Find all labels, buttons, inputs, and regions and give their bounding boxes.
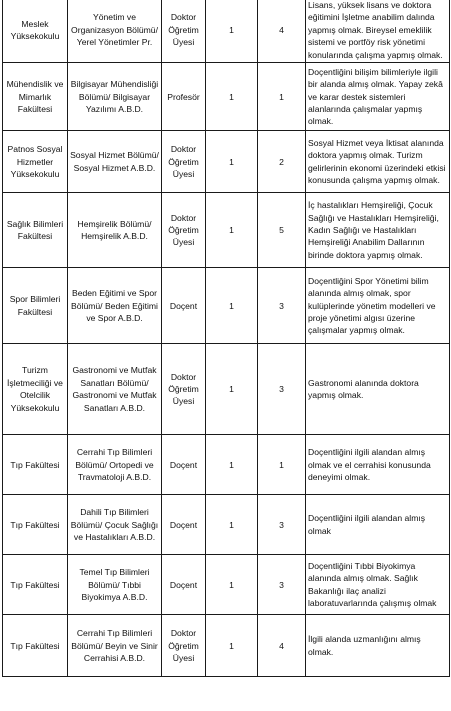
department-cell: Temel Tıp Bilimleri Bölümü/ Tıbbi Biyokimya A.B.D. — [68, 555, 162, 615]
unit-cell: Spor Bilimleri Fakültesi — [3, 268, 68, 344]
count-cell: 1 — [206, 495, 258, 555]
count-cell: 1 — [206, 0, 258, 63]
unit-cell: Turizm İşletmeciliği ve Otelcilik Yüksekokulu — [3, 344, 68, 435]
department-cell: Beden Eğitimi ve Spor Bölümü/ Beden Eğitimi ve Spor A.B.D. — [68, 268, 162, 344]
title-cell: Doçent — [162, 268, 206, 344]
unit-cell: Mühendislik ve Mimarlık Fakültesi — [3, 63, 68, 131]
title-cell: Doktor Öğretim Üyesi — [162, 193, 206, 268]
department-cell: Cerrahi Tıp Bilimleri Bölümü/ Ortopedi ve Travmatoloji A.B.D. — [68, 435, 162, 495]
department-cell: Sosyal Hizmet Bölümü/ Sosyal Hizmet A.B.D. — [68, 131, 162, 193]
unit-cell: Tıp Fakültesi — [3, 615, 68, 677]
count-cell: 3 — [258, 344, 306, 435]
unit-cell: Patnos Sosyal Hizmetler Yüksekokulu — [3, 131, 68, 193]
table-row — [3, 0, 450, 63]
count-cell: 1 — [258, 435, 306, 495]
count-cell: 1 — [258, 63, 306, 131]
count-cell: 4 — [258, 0, 306, 63]
department-cell: Yönetim ve Organizasyon Bölümü/ Yerel Yönetimler Pr. — [68, 0, 162, 63]
table-row — [3, 344, 450, 435]
count-cell: 1 — [206, 193, 258, 268]
unit-cell: Tıp Fakültesi — [3, 435, 68, 495]
conditions-cell: Sosyal Hizmet veya İktisat alanında doktora yapmış olmak. Turizm gelirlerinin ekonomi üzerindeki etkisi konusunda çalışma yapmış olmak. — [306, 131, 450, 193]
count-cell: 1 — [206, 555, 258, 615]
title-cell: Doçent — [162, 495, 206, 555]
table-row — [3, 63, 450, 131]
count-cell: 5 — [258, 193, 306, 268]
title-cell: Doktor Öğretim Üyesi — [162, 131, 206, 193]
title-cell: Profesör — [162, 63, 206, 131]
unit-cell: Tıp Fakültesi — [3, 555, 68, 615]
unit-cell: Meslek Yüksekokulu — [3, 0, 68, 63]
conditions-cell: İç hastalıkları Hemşireliği, Çocuk Sağlığı ve Hastalıkları Hemşireliği, Kadın Sağlığı ve Hastalıkları Hemşireliği Anabilim Dallarının birinde doktora yapmış olmak. — [306, 193, 450, 268]
table-row — [3, 131, 450, 193]
title-cell: Doçent — [162, 435, 206, 495]
conditions-cell: Doçentliğini ilgili alandan almış olmak — [306, 495, 450, 555]
table-row — [3, 268, 450, 344]
count-cell: 4 — [258, 615, 306, 677]
table-row — [3, 555, 450, 615]
table-row — [3, 193, 450, 268]
count-cell: 1 — [206, 131, 258, 193]
count-cell: 1 — [206, 435, 258, 495]
count-cell: 2 — [258, 131, 306, 193]
count-cell: 1 — [206, 344, 258, 435]
count-cell: 3 — [258, 495, 306, 555]
count-cell: 3 — [258, 268, 306, 344]
conditions-cell: Doçentliğini bilişim bilimleriyle ilgili bir alanda almış olmak. Yapay zekâ ve karar destek sistemleri alanlarında çalışmalar yapmış olmak. — [306, 63, 450, 131]
table-row — [3, 495, 450, 555]
conditions-cell: Doçentliğini ilgili alandan almış olmak ve el cerrahisi konusunda deneyimi olmak. — [306, 435, 450, 495]
unit-cell: Tıp Fakültesi — [3, 495, 68, 555]
count-cell: 3 — [258, 555, 306, 615]
faculty-positions-table — [2, 0, 450, 677]
conditions-cell: Doçentliğini Spor Yönetimi bilim alanında almış olmak, spor kulüplerinde yönetim modelleri ve proje yönetimi algısı üzerine çalışmalar yapmış olmak. — [306, 268, 450, 344]
unit-cell: Sağlık Bilimleri Fakültesi — [3, 193, 68, 268]
title-cell: Doktor Öğretim Üyesi — [162, 344, 206, 435]
table-row — [3, 615, 450, 677]
count-cell: 1 — [206, 268, 258, 344]
department-cell: Dahili Tıp Bilimleri Bölümü/ Çocuk Sağlığı ve Hastalıkları A.B.D. — [68, 495, 162, 555]
conditions-cell: İlgili alanda uzmanlığını almış olmak. — [306, 615, 450, 677]
table-row — [3, 435, 450, 495]
conditions-cell: Lisans, yüksek lisans ve doktora eğitimini İşletme anabilim dalında yapmış olmak. Bireysel emeklilik sistemi ve portföy risk yönetimi konularında çalışma yapmış olmak. — [306, 0, 450, 63]
title-cell: Doçent — [162, 555, 206, 615]
conditions-cell: Doçentliğini Tıbbi Biyokimya alanında almış olmak. Sağlık Bakanlığı ilaç analizi laboratuvarlarında çalışmış olmak — [306, 555, 450, 615]
department-cell: Cerrahi Tıp Bilimleri Bölümü/ Beyin ve Sinir Cerrahisi A.B.D. — [68, 615, 162, 677]
department-cell: Hemşirelik Bölümü/ Hemşirelik A.B.D. — [68, 193, 162, 268]
department-cell: Gastronomi ve Mutfak Sanatları Bölümü/ Gastronomi ve Mutfak Sanatları A.B.D. — [68, 344, 162, 435]
title-cell: Doktor Öğretim Üyesi — [162, 0, 206, 63]
count-cell: 1 — [206, 615, 258, 677]
department-cell: Bilgisayar Mühendisliği Bölümü/ Bilgisayar Yazılımı A.B.D. — [68, 63, 162, 131]
conditions-cell: Gastronomi alanında doktora yapmış olmak. — [306, 344, 450, 435]
title-cell: Doktor Öğretim Üyesi — [162, 615, 206, 677]
count-cell: 1 — [206, 63, 258, 131]
